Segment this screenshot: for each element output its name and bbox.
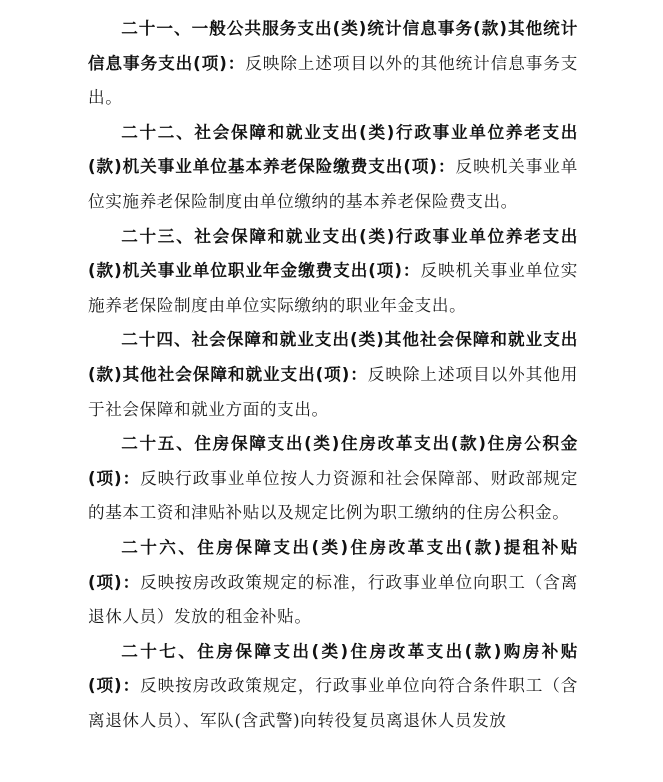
paragraph-24 <box>88 323 578 427</box>
paragraph-heading: 二十五、住房保障支出(类)住房改革支出(款)住房公积金(项)： <box>88 434 578 488</box>
paragraph-text: 反映除上述项目以外其他用于社会保障和就业方面的支出。 <box>88 364 578 419</box>
paragraph-25 <box>88 427 578 531</box>
paragraph-heading: 二十六、住房保障支出(类)住房改革支出(款)提租补贴(项)： <box>88 537 578 592</box>
paragraph-23 <box>88 220 578 324</box>
paragraph-heading: 二十一、一般公共服务支出(类)统计信息事务(款)其他统计信息事务支出(项)： <box>88 19 578 73</box>
paragraph-text: 反映机关事业单位实施养老保险制度由单位实际缴纳的职业年金支出。 <box>88 261 578 315</box>
paragraph-21 <box>88 12 578 116</box>
paragraph-text: 反映按房改政策规定的标准，行政事业单位向职工（含离退休人员）发放的租金补贴。 <box>88 572 579 627</box>
paragraph-text: 反映按房改政策规定，行政事业单位向符合条件职工（含离退休人员）、军队(含武警)向转役复员离退休人员发放 <box>88 676 579 730</box>
paragraph-text: 反映机关事业单位实施养老保险制度由单位缴纳的基本养老保险费支出。 <box>88 157 579 211</box>
paragraph-22 <box>88 116 578 220</box>
document-body <box>88 12 578 738</box>
paragraph-heading: 二十四、社会保障和就业支出(类)其他社会保障和就业支出(款)其他社会保障和就业支出(项)： <box>88 330 578 384</box>
paragraph-heading: 二十二、社会保障和就业支出(类)行政事业单位养老支出(款)机关事业单位基本养老保险缴费支出(项)： <box>88 122 578 177</box>
paragraph-text: 反映行政事业单位按人力资源和社会保障部、财政部规定的基本工资和津贴补贴以及规定比例为职工缴纳的住房公积金。 <box>88 468 579 523</box>
paragraph-26 <box>88 531 578 635</box>
paragraph-heading: 二十七、住房保障支出(类)住房改革支出(款)购房补贴(项)： <box>88 641 578 696</box>
paragraph-heading: 二十三、社会保障和就业支出(类)行政事业单位养老支出(款)机关事业单位职业年金缴费支出(项)： <box>88 226 578 281</box>
paragraph-27 <box>88 635 578 739</box>
paragraph-text: 反映除上述项目以外的其他统计信息事务支出。 <box>88 53 578 108</box>
